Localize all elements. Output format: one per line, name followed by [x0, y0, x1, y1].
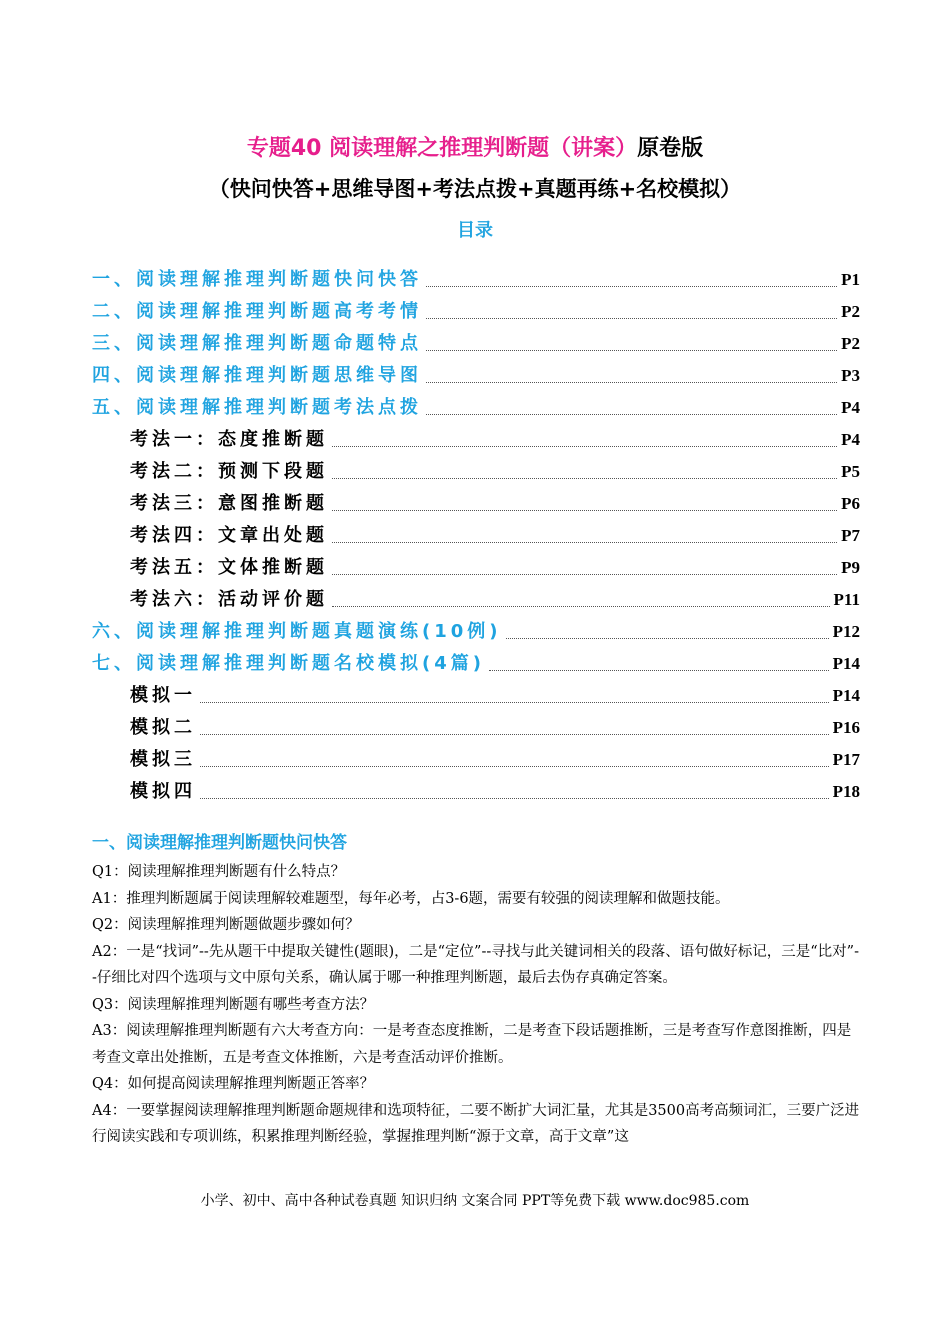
- toc-entry[interactable]: [92, 740, 860, 772]
- toc-entry-label: 考法六：活动评价题: [130, 589, 328, 610]
- toc-entry[interactable]: [92, 420, 860, 452]
- toc-entry-page: P11: [833, 590, 860, 609]
- toc-entry-label: 六、阅读理解推理判断题真题演练(10例): [92, 621, 502, 642]
- question-line: Q4：如何提高阅读理解推理判断题正答率？: [92, 1076, 375, 1092]
- toc-entry[interactable]: [92, 452, 860, 484]
- toc-entry-page: P2: [841, 334, 860, 353]
- qa-body: [92, 859, 862, 1151]
- toc-heading: 目录: [457, 220, 493, 241]
- toc-entry[interactable]: [92, 292, 860, 324]
- toc-entry-page: P7: [841, 526, 860, 545]
- toc-entry-label: 考法五：文体推断题: [130, 557, 328, 578]
- toc-leader-dots: [332, 446, 837, 447]
- toc-entry-label: 考法一：态度推断题: [130, 429, 328, 450]
- toc-entry-page: P5: [841, 462, 860, 481]
- toc-entry-page: P1: [841, 270, 860, 289]
- toc-entry[interactable]: [92, 516, 860, 548]
- toc-entry-page: P6: [841, 494, 860, 513]
- answer-paragraph: A3：阅读理解推理判断题有六大考查方向：一是考查态度推断，二是考查下段话题推断，三是考查写作意图推断，四是考查文章出处推断，五是考查文体推断，六是考查活动评价推断。: [92, 1023, 852, 1066]
- title-main: 专题40 阅读理解之推理判断题（讲案）: [246, 136, 638, 161]
- document-title: [0, 134, 950, 164]
- title-edition: 原卷版: [637, 136, 704, 161]
- toc-entry-label: 模拟四: [130, 781, 196, 802]
- toc-entry-page: P18: [832, 782, 860, 801]
- toc-entry[interactable]: [92, 260, 860, 292]
- answer-paragraph: A2：一是“找词”--先从题干中提取关键性(题眼)，二是“定位”--寻找与此关键词相关的段落、语句做好标记，三是“比对”--仔细比对四个选项与文中原句关系，确认属于哪一种推理判断题，最后去伪存真确定答案。: [92, 943, 859, 986]
- toc-entry-page: P12: [832, 622, 860, 641]
- answer-paragraph: A4：一要掌握阅读理解推理判断题命题规律和选项特征，二要不断扩大词汇量，尤其是3500高考高频词汇，三要广泛进行阅读实践和专项训练，积累推理判断经验，掌握推理判断“源于文章，高于文章”这: [92, 1102, 860, 1145]
- document-subtitle: （快问快答+思维导图+考法点拨+真题再练+名校模拟）: [208, 177, 742, 201]
- toc-entry-label: 一、阅读理解推理判断题快问快答: [92, 269, 422, 290]
- toc-leader-dots: [332, 510, 837, 511]
- toc-entry[interactable]: [92, 388, 860, 420]
- toc-entry-label: 三、阅读理解推理判断题命题特点: [92, 333, 422, 354]
- toc-leader-dots: [200, 702, 829, 703]
- toc-entry-page: P9: [841, 558, 860, 577]
- answer-paragraph: A1：推理判断题属于阅读理解较难题型，每年必考，占3-6题，需要有较强的阅读理解和做题技能。: [92, 890, 730, 907]
- toc-entry-page: P4: [841, 430, 860, 449]
- toc-leader-dots: [426, 286, 837, 287]
- toc-entry-page: P16: [832, 718, 860, 737]
- toc-entry[interactable]: [92, 612, 860, 644]
- toc-leader-dots: [426, 414, 837, 415]
- toc-leader-dots: [426, 382, 837, 383]
- toc-entry-page: P2: [841, 302, 860, 321]
- question-line: Q1：阅读理解推理判断题有什么特点？: [92, 864, 346, 880]
- toc-leader-dots: [332, 574, 837, 575]
- toc-entry-page: P4: [841, 398, 860, 417]
- toc-leader-dots: [489, 670, 829, 671]
- toc-entry-label: 模拟三: [130, 749, 196, 770]
- table-of-contents: [92, 260, 860, 804]
- toc-entry-label: 模拟二: [130, 717, 196, 738]
- page-footer: 小学、初中、高中各种试卷真题 知识归纳 文案合同 PPT等免费下载 www.doc985.com: [200, 1193, 750, 1209]
- toc-leader-dots: [332, 542, 837, 543]
- toc-entry[interactable]: [92, 580, 860, 612]
- toc-entry-label: 七、阅读理解推理判断题名校模拟(4篇): [92, 653, 485, 674]
- toc-entry[interactable]: [92, 772, 860, 804]
- toc-entry-page: P17: [832, 750, 860, 769]
- toc-leader-dots: [200, 766, 829, 767]
- toc-leader-dots: [426, 350, 837, 351]
- toc-entry[interactable]: [92, 484, 860, 516]
- toc-leader-dots: [200, 798, 829, 799]
- question-line: Q3：阅读理解推理判断题有哪些考查方法？: [92, 996, 375, 1013]
- toc-leader-dots: [506, 638, 829, 639]
- section-heading: 一、阅读理解推理判断题快问快答: [92, 833, 347, 853]
- question-line: Q2：阅读理解推理判断题做题步骤如何？: [92, 917, 360, 933]
- toc-entry[interactable]: [92, 324, 860, 356]
- toc-leader-dots: [200, 734, 829, 735]
- toc-leader-dots: [426, 318, 837, 319]
- toc-entry-label: 四、阅读理解推理判断题思维导图: [92, 365, 422, 386]
- toc-entry[interactable]: [92, 644, 860, 676]
- toc-entry[interactable]: [92, 548, 860, 580]
- toc-entry[interactable]: [92, 708, 860, 740]
- toc-entry-label: 模拟一: [130, 685, 196, 706]
- toc-entry-label: 五、阅读理解推理判断题考法点拨: [92, 397, 422, 418]
- toc-leader-dots: [332, 478, 837, 479]
- toc-entry[interactable]: [92, 676, 860, 708]
- toc-entry-label: 考法二：预测下段题: [130, 461, 328, 482]
- toc-entry-label: 二、阅读理解推理判断题高考考情: [92, 301, 422, 322]
- toc-entry[interactable]: [92, 356, 860, 388]
- toc-entry-page: P14: [832, 654, 860, 673]
- toc-entry-label: 考法三：意图推断题: [130, 493, 328, 514]
- toc-entry-page: P14: [832, 686, 860, 705]
- toc-leader-dots: [332, 606, 830, 607]
- toc-entry-label: 考法四：文章出处题: [130, 525, 328, 546]
- toc-entry-page: P3: [841, 366, 860, 385]
